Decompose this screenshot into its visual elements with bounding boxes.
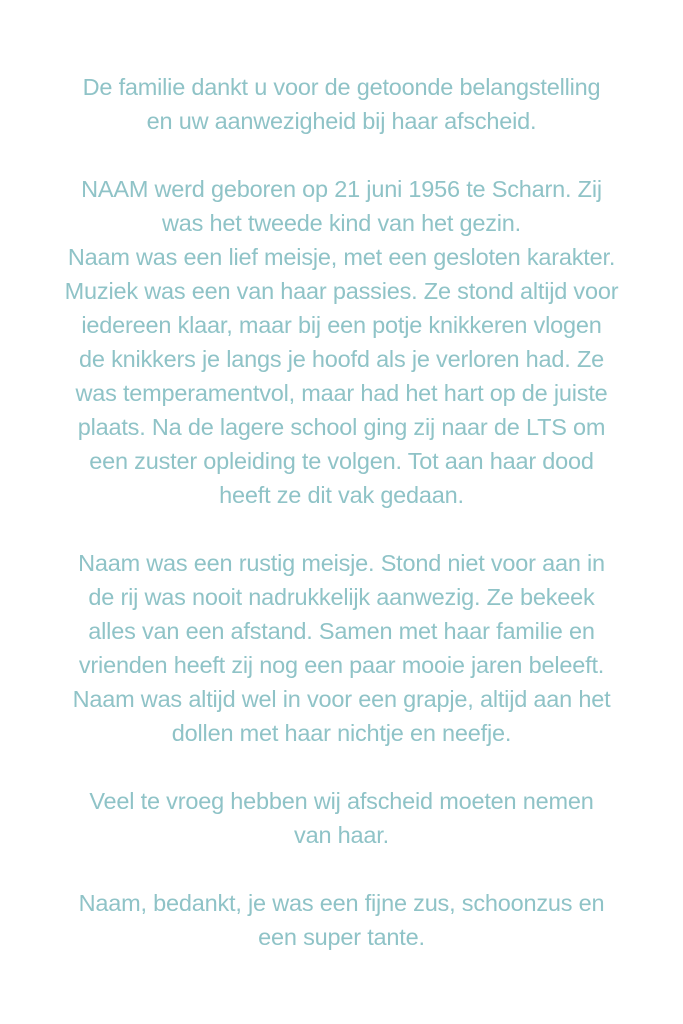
paragraph-character — [40, 546, 643, 750]
text-line: plaats. Na de lagere school ging zij naar de LTS om — [77, 414, 606, 440]
text-line: De familie dankt u voor de getoonde belangstelling — [82, 74, 601, 100]
paragraph-farewell — [40, 784, 643, 852]
text-line: Naam was altijd wel in voor een grapje, altijd aan het — [72, 686, 611, 712]
card-text — [40, 70, 643, 954]
text-line: Veel te vroeg hebben wij afscheid moeten nemen — [89, 788, 594, 814]
text-line: NAAM werd geboren op 21 juni 1956 te Scharn. Zij — [81, 176, 602, 202]
text-line: Muziek was een van haar passies. Ze stond altijd voor — [64, 278, 619, 304]
text-line: een super tante. — [258, 924, 425, 950]
text-line: de knikkers je langs je hoofd als je verloren had. Ze — [79, 346, 604, 372]
paragraph-spacer — [40, 852, 643, 886]
paragraph-biography — [40, 172, 643, 512]
paragraph-closing — [40, 886, 643, 954]
text-line: vrienden heeft zij nog een paar mooie jaren beleeft. — [78, 652, 605, 678]
text-line: van haar. — [294, 822, 389, 848]
paragraph-spacer — [40, 750, 643, 784]
text-line: heeft ze dit vak gedaan. — [219, 482, 464, 508]
paragraph-spacer — [40, 138, 643, 172]
text-line: de rij was nooit nadrukkelijk aanwezig. Ze bekeek — [88, 584, 595, 610]
text-line: alles van een afstand. Samen met haar familie en — [88, 618, 595, 644]
text-line: een zuster opleiding te volgen. Tot aan haar dood — [89, 448, 594, 474]
text-line: Naam was een rustig meisje. Stond niet voor aan in — [78, 550, 605, 576]
text-line: was het tweede kind van het gezin. — [162, 210, 521, 236]
text-line: dollen met haar nichtje en neefje. — [171, 720, 512, 746]
text-line: iedereen klaar, maar bij een potje knikkeren vlogen — [81, 312, 602, 338]
paragraph-thanks — [40, 70, 643, 138]
text-line: Naam was een lief meisje, met een gesloten karakter. — [67, 244, 616, 270]
text-line: en uw aanwezigheid bij haar afscheid. — [146, 108, 537, 134]
text-line: was temperamentvol, maar had het hart op de juiste — [75, 380, 608, 406]
paragraph-spacer — [40, 512, 643, 546]
text-line: Naam, bedankt, je was een fijne zus, schoonzus en — [78, 890, 605, 916]
